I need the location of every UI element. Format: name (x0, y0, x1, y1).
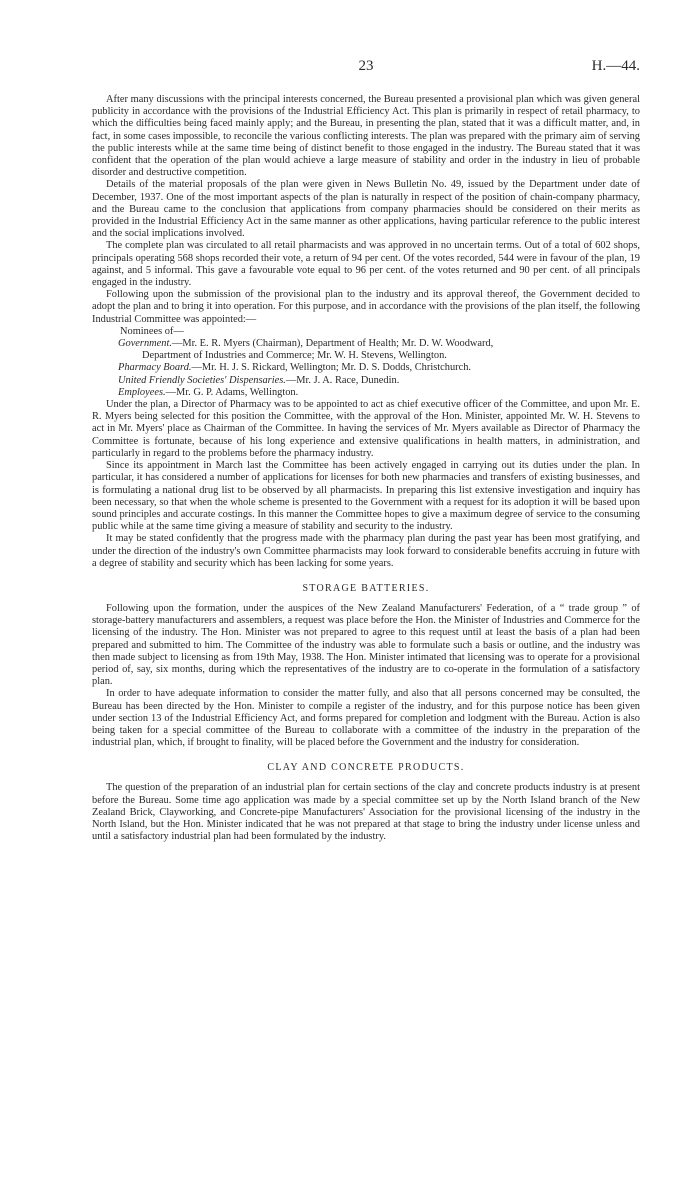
nominee-entry (92, 362, 640, 374)
paragraph: The question of the preparation of an industrial plan for certain sections of the clay and concrete products industry is at present before the Bureau. Some time ago application was made by a special committee set up by the North Island branch of the New Zealand Brick, Clayworking, and Concrete-pipe Manufacturers' Association for the provisional licensing of the industry in the North Island, but the Hon. Minister indicated that he was not prepared at that stage to bring the industry under license unless and until a satisfactory industrial plan had been formulated by the industry. (92, 782, 640, 843)
nominee-names: —Mr. E. R. Myers (Chairman), Department of Health; Mr. D. W. Woodward, (171, 338, 494, 350)
storage-batteries-section (92, 583, 640, 749)
nominee-entry (92, 375, 640, 387)
document-reference: H.—44. (591, 58, 640, 74)
page-header (92, 58, 640, 82)
nominee-names: —Mr. J. A. Race, Dunedin. (285, 374, 400, 386)
nominee-entry (92, 387, 640, 399)
paragraph: In order to have adequate information to consider the matter fully, and also that all persons concerned may be consulted, the Bureau has been directed by the Hon. Minister to compile a register of the industry, and for this purpose notice has been given under section 13 of the Industrial Efficiency Act, and forms prepared for completion and lodgment with the Bureau. Action is also being taken for a special committee of the Bureau to collaborate with a committee of the industry in the preparation of the industrial plan, which, if brought to finality, will be placed before the Government and the industry for consideration. (92, 688, 640, 749)
nominees-intro: Nominees of— (120, 325, 184, 337)
document-page (92, 58, 640, 843)
paragraph: The complete plan was circulated to all retail pharmacists and was approved in no uncertain terms. Out of a total of 602 shops, principals operating 568 shops recorded their vote, a return of 94 per cent. Of the votes recorded, 544 were in favour of the plan, 19 against, and 5 informal. This gave a favourable vote equal to 96 per cent. of the votes returned and 90 per cent. of all principals engaged in the industry. (92, 240, 640, 289)
nominating-body: Employees. (118, 386, 166, 398)
paragraph: Under the plan, a Director of Pharmacy was to be appointed to act as chief executive officer of the Committee, and upon Mr. E. R. Myers being selected for this position the Committee, with the approval of the Hon. Minister, appointed Mr. W. H. Stevens to act in Mr. Myers' place as Chairman of the Committee. In having the services of Mr. Myers available as Director of Pharmacy the Committee is fortunate, because of his long experience and extensive qualifications in health matters, in administration, and particularly in regard to the problems before the pharmacy industry. (92, 399, 640, 459)
nominee-names: —Mr. G. P. Adams, Wellington. (165, 386, 299, 398)
paragraph: Since its appointment in March last the Committee has been actively engaged in carrying out its duties under the plan. In particular, it has considered a number of applications for licenses for both new pharmacies and transfers of existing businesses, and is formulating a national drug list to be observed by all pharmacists. In preparing this list extensive investigation and inquiry has been necessary, so that when the whole scheme is presented to the Government with a request for its adoption it will be based upon sound principles and accurate costings. In this manner the Committee hopes to give a maximum degree of service to the consuming public while at the same time giving a measure of stability and security to the industry. (92, 460, 640, 533)
nominee-entry (92, 338, 640, 362)
section-heading: STORAGE BATTERIES. (302, 582, 430, 594)
page-number: 23 (358, 58, 374, 74)
paragraph: After many discussions with the principal interests concerned, the Bureau presented a provisional plan which was given general publicity in accordance with the provisions of the Industrial Efficiency Act. This plan is primarily in respect of retail pharmacy, to which the difficulties being faced mainly apply; and the Bureau, in presenting the plan, stated that it was a difficult matter, and, in fact, in some cases impossible, to reconcile the various conflicting interests. The plan was prepared with the primary aim of serving the public interests while at the same time being of distinct benefit to those engaged in the industry. The Bureau stated that it was confident that the operation of the plan would achieve a large measure of stability and order in the industry in lieu of probable disorder and destructive competition. (92, 94, 640, 179)
paragraph: It may be stated confidently that the progress made with the pharmacy plan during the past year has been most gratifying, and under the direction of the industry's own Committee pharmacists may look forward to considerable benefits accruing in future with a degree of stability and security which has been lacking for some years. (92, 533, 640, 569)
paragraph: Details of the material proposals of the plan were given in News Bulletin No. 49, issued by the Department under date of December, 1937. One of the most important aspects of the plan is naturally in respect of the position of chain-company pharmacy, and the Bureau came to the conclusion that applications from company pharmacies should be considered on their merits as provided in the Industrial Efficiency Act in the same manner as other applications, having particular reference to the public interest and the social implications involved. (92, 179, 640, 240)
paragraph: Following upon the formation, under the auspices of the New Zealand Manufacturers' Federation, of a “ trade group ” of storage-battery manufacturers and assemblers, a request was place before the Hon. the Minister of Industries and Commerce for the licensing of the industry. The Hon. Minister was not prepared to agree to this request until at least the basis of a plan had been prepared and submitted to him. The Committee of the industry was able to formulate such a basis or outline, and the industry was then made subject to licensing as from 19th May, 1938. The Hon. Minister intimated that licensing was to operate for a provisional period of, say, six months, during which the representatives of the industry are to co-operate in the formulation of a satisfactory plan. (92, 602, 640, 688)
nominee-names: —Mr. H. J. S. Rickard, Wellington; Mr. D. S. Dodds, Christchurch. (191, 362, 472, 374)
nominee-list (92, 338, 640, 399)
nominating-body: United Friendly Societies' Dispensaries. (118, 374, 286, 386)
nominee-names-continued: Department of Industries and Commerce; Mr. W. H. Stevens, Wellington. (142, 350, 447, 362)
nominating-body: Government. (118, 338, 172, 350)
paragraph: Following upon the submission of the provisional plan to the industry and its approval thereof, the Government decided to adopt the plan and to bring it into operation. For this purpose, and in accordance with the provisions of the plan itself, the following Industrial Committee was appointed:— (92, 289, 640, 325)
clay-concrete-section (92, 762, 640, 843)
nominating-body: Pharmacy Board. (118, 362, 192, 374)
pharmacy-section (92, 94, 640, 570)
section-heading: CLAY AND CONCRETE PRODUCTS. (267, 762, 465, 774)
